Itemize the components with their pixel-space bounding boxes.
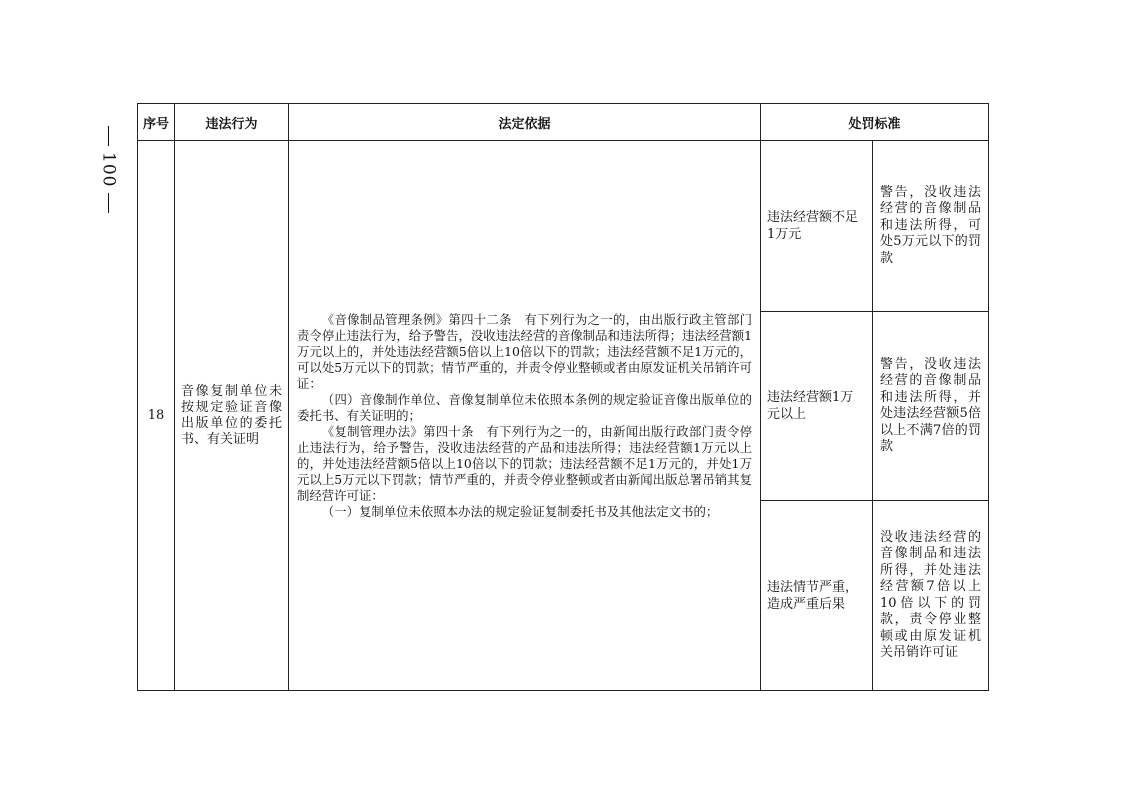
legal-basis: [289, 141, 761, 691]
standard-amount: 违法经营额1万元以上: [761, 312, 873, 500]
row-number: 18: [138, 141, 175, 691]
standard-amount: 违法情节严重，造成严重后果: [761, 501, 873, 690]
legal-basis-paragraph: （四）音像制作单位、音像复制单位未依照本条例的规定验证音像出版单位的委托书、有关证明的；: [297, 391, 752, 423]
standard-penalty: 警告，没收违法经营的音像制品和违法所得，可处5万元以下的罚款: [880, 184, 981, 266]
standard-amount: 违法经营额不足1万元: [761, 141, 873, 311]
standard-row: [761, 141, 988, 312]
standard-penalty: 警告，没收违法经营的音像制品和违法所得，并处违法经营额5倍以上不满7倍的罚款: [880, 356, 981, 454]
header-standard: 处罚标准: [761, 104, 989, 141]
header-no: 序号: [138, 104, 175, 141]
page-number-dash-top: [108, 126, 109, 146]
page-number-text: 100: [98, 152, 119, 188]
page-number-dash-bottom: [108, 193, 109, 213]
table-header-row: [138, 104, 989, 141]
legal-basis-paragraph: （一）复制单位未依照本办法的规定验证复制委托书及其他法定文书的；: [321, 503, 719, 519]
violation-description: 音像复制单位未按规定验证音像出版单位的委托书、有关证明: [175, 141, 289, 691]
standard-penalty: 没收违法经营的音像制品和违法所得，并处违法经营额7倍以上10倍以下的罚款，责令停业整顿或由原发证机关吊销许可证: [880, 529, 981, 660]
legal-basis-paragraph: 《音像制品管理条例》第四十二条 有下列行为之一的，由出版行政主管部门责令停止违法行为，给予警告，没收违法经营的音像制品和违法所得；违法经营额1万元以上的，并处违法经营额5倍以上10倍以下的罚款；违法经营额不足1万元的，可以处5万元以下的罚款；情节严重的，并责令停业整顿或者由原发证机关吊销许可证：: [297, 311, 752, 391]
table-row: [138, 141, 989, 691]
header-act: 违法行为: [175, 104, 289, 141]
header-basis: 法定依据: [289, 104, 761, 141]
standard-row: [761, 312, 988, 501]
penalty-table: [137, 103, 989, 691]
page-number: [88, 120, 128, 219]
standard-row: [761, 501, 988, 690]
legal-basis-paragraph: 《复制管理办法》第四十条 有下列行为之一的，由新闻出版行政部门责令停止违法行为，给予警告，没收违法经营的产品和违法所得；违法经营额1万元以上的，并处违法经营额5倍以上10倍以下的罚款；违法经营额不足1万元的，并处1万元以上5万元以下罚款；情节严重的，并责令停业整顿或者由新闻出版总署吊销其复制经营许可证：: [297, 423, 752, 503]
penalty-standards: [761, 141, 989, 691]
